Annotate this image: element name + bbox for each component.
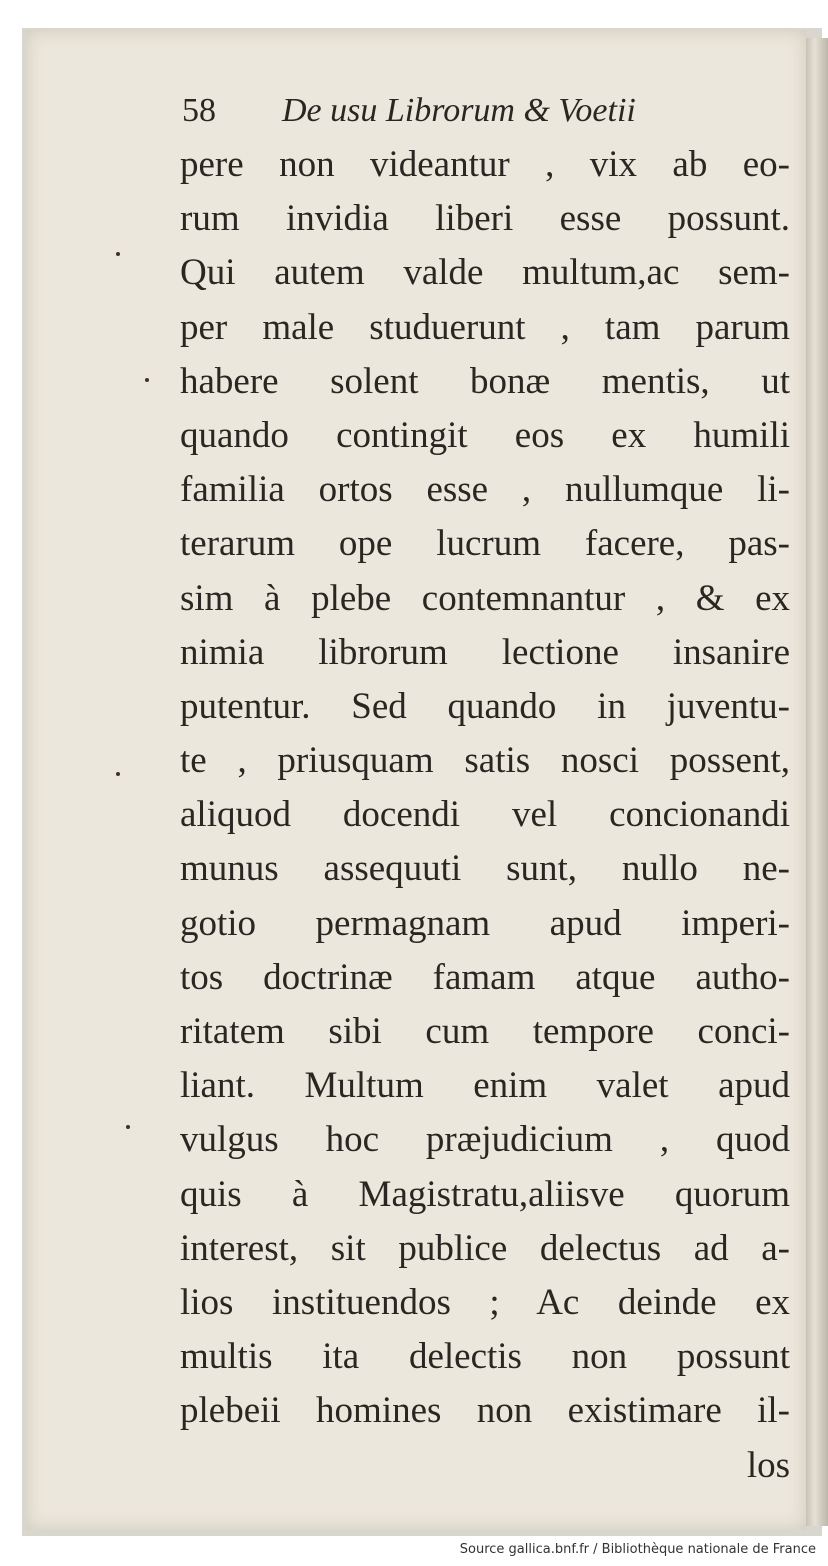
page-number: 58	[182, 92, 216, 129]
text-line: lios instituendos ; Ac deinde ex	[180, 1281, 790, 1323]
text-line: quis à Magistratu,aliisve quorum	[180, 1173, 790, 1215]
text-line: quando contingit eos ex humili	[180, 414, 790, 456]
text-line: plebeii homines non existimare il-	[180, 1390, 790, 1432]
text-line: Qui autem valde multum,ac sem-	[180, 252, 790, 294]
running-head	[182, 86, 782, 136]
text-line: vulgus hoc præjudicium , quod	[180, 1119, 790, 1161]
text-line: aliquod docendi vel concionandi	[180, 794, 790, 836]
catchword: los	[746, 1444, 790, 1486]
text-line: familia ortos esse , nullumque li-	[180, 469, 790, 511]
text-line: liant. Multum enim valet apud	[180, 1065, 790, 1107]
running-title: De usu Librorum & Voetii	[282, 92, 636, 129]
text-line: per male studuerunt , tam parum	[180, 306, 790, 348]
text-line: te , priusquam satis nosci possent,	[180, 740, 790, 782]
text-line: ritatem sibi cum tempore conci-	[180, 1011, 790, 1052]
text-line: nimia librorum lectione insanire	[180, 631, 790, 673]
text-line: habere solent bonæ mentis, ut	[180, 360, 790, 402]
text-line: gotio permagnam apud imperi-	[180, 902, 790, 944]
text-line: pere non videantur , vix ab eo-	[180, 144, 790, 185]
text-line: munus assequuti sunt, nullo ne-	[180, 848, 790, 890]
margin-dot	[116, 772, 120, 776]
source-credit: Source gallica.bnf.fr / Bibliothèque nationale de France	[459, 1542, 816, 1557]
margin-dot	[116, 252, 120, 256]
margin-dot	[145, 378, 149, 382]
text-line: terarum ope lucrum facere, pas-	[180, 523, 790, 565]
margin-dot	[126, 1125, 130, 1129]
text-line: tos doctrinæ famam atque autho-	[180, 956, 790, 998]
body-text	[180, 138, 790, 1493]
text-line: putentur. Sed quando in juventu-	[180, 685, 790, 727]
book-spine-edge	[806, 38, 828, 1526]
text-line: multis ita delectis non possunt	[180, 1336, 790, 1378]
text-line: sim à plebe contemnantur , & ex	[180, 577, 790, 619]
text-line: rum invidia liberi esse possunt.	[180, 198, 790, 240]
text-line: interest, sit publice delectus ad a-	[180, 1227, 790, 1269]
